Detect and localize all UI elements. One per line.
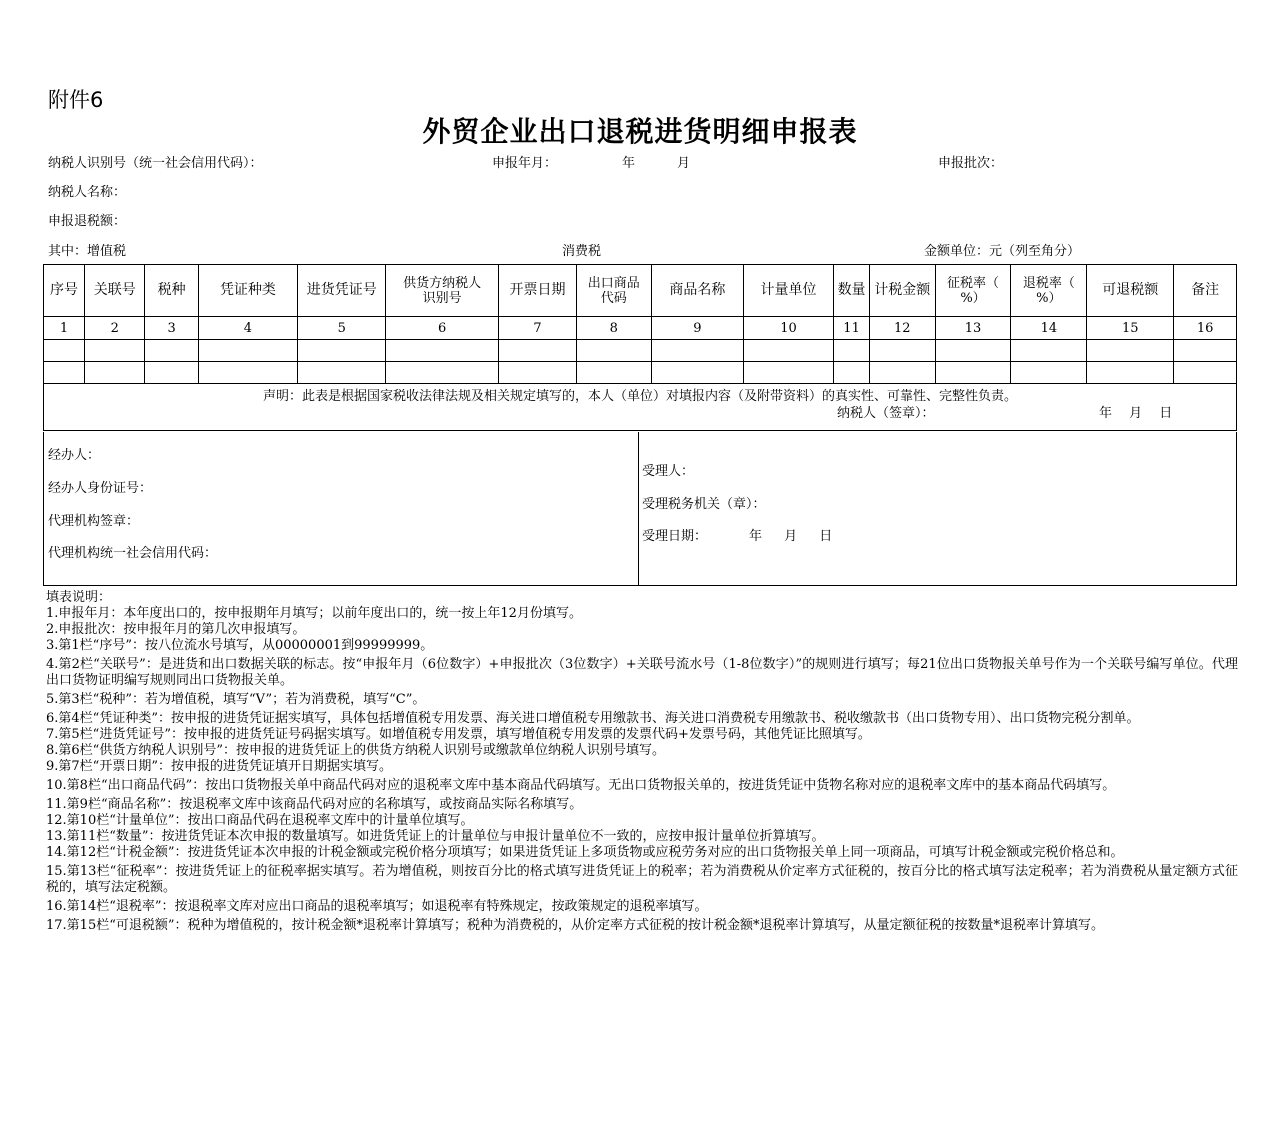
table-cell[interactable] <box>870 362 936 384</box>
instruction-item: 13.第11栏“数量”：按进货凭证本次申报的数量填写。如进货凭证上的计量单位与申报计量单位不一致的，应按申报计量单位折算填写。 <box>46 829 825 844</box>
vat-label: 其中：增值税 <box>48 244 127 259</box>
instruction-item: 4.第2栏“关联号”：是进货和出口数据关联的标志。按“申报年月（6位数字）+申报批次（3位数字）+关联号流水号（1-8位数字）”的规则进行填写；每21位出口货物报关单号作为一个关联号编写单位。代理出口货物证明编写规则同出口货物报关单。 <box>46 657 1238 688</box>
instruction-item: 7.第5栏“进货凭证号”：按申报的进货凭证号码据实填写。如增值税专用发票，填写增值税专用发票的发票代码+发票号码，其他凭证比照填写。 <box>46 727 871 742</box>
col-header: 计量单位 <box>743 265 833 317</box>
table-cell[interactable] <box>44 340 85 362</box>
table-cell[interactable] <box>84 362 144 384</box>
declaration-cell <box>44 384 1237 431</box>
agency-credit-code-label: 代理机构统一社会信用代码： <box>48 546 218 561</box>
column-number-row <box>44 317 1237 340</box>
table-row <box>44 362 1237 384</box>
col-number: 3 <box>145 317 198 340</box>
table-cell[interactable] <box>386 340 499 362</box>
table-cell[interactable] <box>84 340 144 362</box>
signature-section <box>43 432 1237 586</box>
table-cell[interactable] <box>743 362 833 384</box>
col-header: 出口商品 代码 <box>576 265 651 317</box>
col-number: 5 <box>298 317 386 340</box>
section-divider <box>638 432 639 585</box>
col-number: 11 <box>834 317 870 340</box>
col-header: 关联号 <box>84 265 144 317</box>
instruction-item: 16.第14栏“退税率”：按退税率文库对应出口商品的退税率填写；如退税率有特殊规定，按政策规定的退税率填写。 <box>46 899 708 914</box>
table-cell[interactable] <box>386 362 499 384</box>
col-header: 征税率（ %） <box>935 265 1011 317</box>
annex-label: 附件6 <box>48 88 104 112</box>
col-header: 计税金额 <box>870 265 936 317</box>
table-cell[interactable] <box>743 340 833 362</box>
taxpayer-name-label: 纳税人名称： <box>48 185 127 200</box>
table-cell[interactable] <box>935 362 1011 384</box>
table-row <box>44 340 1237 362</box>
col-header: 税种 <box>145 265 198 317</box>
consumption-tax-label: 消费税 <box>562 244 602 259</box>
operator-id-label: 经办人身份证号： <box>48 481 153 496</box>
table-cell[interactable] <box>298 362 386 384</box>
instruction-item: 9.第7栏“开票日期”：按申报的进货凭证填开日期据实填写。 <box>46 759 392 774</box>
tax-authority-label: 受理税务机关（章）： <box>642 497 766 512</box>
declare-month-label: 申报年月： <box>492 156 558 171</box>
table-cell[interactable] <box>298 340 386 362</box>
acceptor-label: 受理人： <box>642 464 695 479</box>
table-cell[interactable] <box>651 340 743 362</box>
col-number: 7 <box>499 317 577 340</box>
taxpayer-signature-label: 纳税人（签章）： <box>837 406 935 421</box>
table-cell[interactable] <box>198 340 297 362</box>
col-number: 1 <box>44 317 85 340</box>
agency-seal-label: 代理机构签章： <box>48 514 140 529</box>
instructions-heading: 填表说明： <box>46 590 112 605</box>
table-cell[interactable] <box>145 340 198 362</box>
declaration-date: 年 月 日 <box>1099 406 1173 421</box>
instruction-item: 5.第3栏“税种”：若为增值税，填写“V”；若为消费税，填写“C”。 <box>46 692 426 707</box>
col-number: 2 <box>84 317 144 340</box>
instruction-item: 14.第12栏“计税金额”：按进货凭证本次申报的计税金额或完税价格分项填写；如果进货凭证上多项货物或应税劳务对应的出口货物报关单上同一项商品，可填写计税金额或完税价格总和。 <box>46 845 1124 860</box>
amount-unit-label: 金额单位：元（列至角分） <box>924 244 1081 259</box>
table-cell[interactable] <box>499 340 577 362</box>
table-cell[interactable] <box>1011 340 1087 362</box>
col-number: 10 <box>743 317 833 340</box>
table-cell[interactable] <box>576 340 651 362</box>
col-header: 备注 <box>1174 265 1237 317</box>
instruction-item: 3.第1栏“序号”：按八位流水号填写，从00000001到99999999。 <box>46 638 434 653</box>
instructions <box>46 590 1238 934</box>
col-number: 14 <box>1011 317 1087 340</box>
declaration-statement: 声明：此表是根据国家税收法律法规及相关规定填写的，本人（单位）对填报内容（及附带资料）的真实性、可靠性、完整性负责。 <box>262 389 1017 404</box>
table-cell[interactable] <box>145 362 198 384</box>
table-cell[interactable] <box>576 362 651 384</box>
table-header-row <box>44 265 1237 317</box>
table-cell[interactable] <box>834 362 870 384</box>
col-number: 16 <box>1174 317 1237 340</box>
col-number: 6 <box>386 317 499 340</box>
instruction-item: 11.第9栏“商品名称”：按退税率文库中该商品代码对应的名称填写，或按商品实际名称填写。 <box>46 797 583 812</box>
col-number: 9 <box>651 317 743 340</box>
col-number: 12 <box>870 317 936 340</box>
instruction-item: 12.第10栏“计量单位”：按出口商品代码在退税率文库中的计量单位填写。 <box>46 813 474 828</box>
col-number: 15 <box>1087 317 1174 340</box>
table-cell[interactable] <box>499 362 577 384</box>
instruction-item: 15.第13栏“征税率”：按进货凭证上的征税率据实填写。若为增值税，则按百分比的格式填写进货凭证上的税率；若为消费税从价定率方式征税的，按百分比的格式填写法定税率；若为消费税从量定额方式征税的，填写法定税额。 <box>46 864 1238 895</box>
table-cell[interactable] <box>651 362 743 384</box>
table-cell[interactable] <box>935 340 1011 362</box>
instruction-item: 6.第4栏“凭证种类”：按申报的进货凭证据实填写，具体包括增值税专用发票、海关进口增值税专用缴款书、海关进口消费税专用缴款书、税收缴款书（出口货物专用）、出口货物完税分割单。 <box>46 711 1140 726</box>
table-cell[interactable] <box>870 340 936 362</box>
month-label: 月 <box>677 156 691 171</box>
instruction-item: 8.第6栏“供货方纳税人识别号”：按申报的进货凭证上的供货方纳税人识别号或缴款单位纳税人识别号填写。 <box>46 743 665 758</box>
instruction-item: 17.第15栏“可退税额”：税种为增值税的，按计税金额*退税率计算填写；税种为消费税的，从价定率方式征税的按计税金额*退税率计算填写，从量定额征税的按数量*退税率计算填写。 <box>46 918 1105 933</box>
acceptance-date-label: 受理日期： <box>642 529 708 544</box>
table-cell[interactable] <box>1011 362 1087 384</box>
col-header: 序号 <box>44 265 85 317</box>
instruction-item: 2.申报批次：按申报年月的第几次申报填写。 <box>46 622 306 637</box>
form-title: 外贸企业出口退税进货明细申报表 <box>422 115 858 148</box>
col-number: 4 <box>198 317 297 340</box>
col-header: 退税率（ %） <box>1011 265 1087 317</box>
detail-table <box>43 264 1237 431</box>
table-cell[interactable] <box>1087 340 1174 362</box>
declaration-row <box>44 384 1237 431</box>
batch-label: 申报批次： <box>938 156 1004 171</box>
col-header: 商品名称 <box>651 265 743 317</box>
col-header: 进货凭证号 <box>298 265 386 317</box>
table-cell[interactable] <box>1087 362 1174 384</box>
table-cell[interactable] <box>834 340 870 362</box>
table-cell[interactable] <box>198 362 297 384</box>
instruction-item: 1.申报年月：本年度出口的，按申报期年月填写；以前年度出口的，统一按上年12月份填写。 <box>46 606 582 621</box>
taxpayer-id-label: 纳税人识别号（统一社会信用代码）： <box>48 156 263 171</box>
col-number: 8 <box>576 317 651 340</box>
col-header: 供货方纳税人 识别号 <box>386 265 499 317</box>
col-header: 数量 <box>834 265 870 317</box>
col-header: 凭证种类 <box>198 265 297 317</box>
acceptance-date: 年 月 日 <box>749 529 833 544</box>
year-label: 年 <box>622 156 636 171</box>
operator-label: 经办人： <box>48 448 101 463</box>
table-cell[interactable] <box>44 362 85 384</box>
instruction-item: 10.第8栏“出口商品代码”：按出口货物报关单中商品代码对应的退税率文库中基本商品代码填写。无出口货物报关单的，按进货凭证中货物名称对应的退税率文库中的基本商品代码填写。 <box>46 778 1116 793</box>
col-number: 13 <box>935 317 1011 340</box>
col-header: 开票日期 <box>499 265 577 317</box>
refund-amount-label: 申报退税额： <box>48 214 127 229</box>
col-header: 可退税额 <box>1087 265 1174 317</box>
table-cell[interactable] <box>1174 362 1237 384</box>
table-cell[interactable] <box>1174 340 1237 362</box>
